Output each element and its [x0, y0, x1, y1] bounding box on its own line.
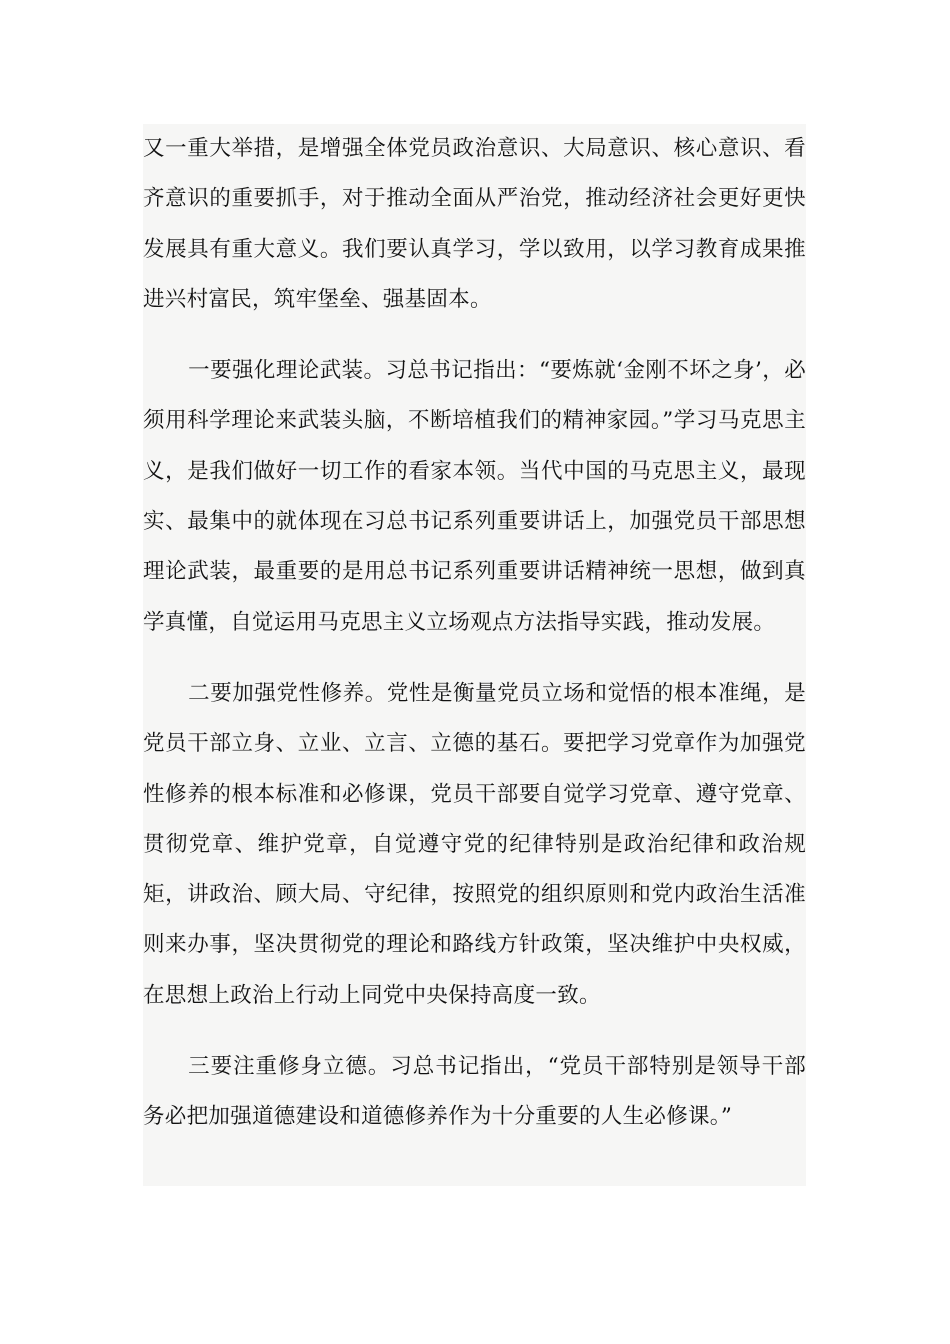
- paragraph-continuation: 又一重大举措，是增强全体党员政治意识、大局意识、核心意识、看齐意识的重要抓手，对于推动全面从严治党，推动经济社会更好更快发展具有重大意义。我们要认真学习，学以致用，以学习教育成果推进兴村富民，筑牢堡垒、强基固本。: [143, 136, 806, 312]
- paragraph-point-three: 三要注重修身立德。习总书记指出，“党员干部特别是领导干部务必把加强道德建设和道德修养作为十分重要的人生必修课。”: [143, 1054, 806, 1130]
- paragraph-point-two: 二要加强党性修养。党性是衡量党员立场和觉悟的根本准绳，是党员干部立身、立业、立言、立德的基石。要把学习党章作为加强党性修养的根本标准和必修课，党员干部要自觉学习党章、遵守党章、贯彻党章、维护党章，自觉遵守党的纪律特别是政治纪律和政治规矩，讲政治、顾大局、守纪律，按照党的组织原则和党内政治生活准则来办事，坚决贯彻党的理论和路线方针政策，坚决维护中央权威，在思想上政治上行动上同党中央保持高度一致。: [143, 680, 806, 1008]
- document-page-body: [143, 124, 806, 1186]
- paragraph-point-one: 一要强化理论武装。习总书记指出：“要炼就‘金刚不坏之身’，必须用科学理论来武装头脑，不断培植我们的精神家园。”学习马克思主义，是我们做好一切工作的看家本领。当代中国的马克思主义，最现实、最集中的就体现在习总书记系列重要讲话上，加强党员干部思想理论武装，最重要的是用总书记系列重要讲话精神统一思想，做到真学真懂，自觉运用马克思主义立场观点方法指导实践，推动发展。: [143, 358, 806, 635]
